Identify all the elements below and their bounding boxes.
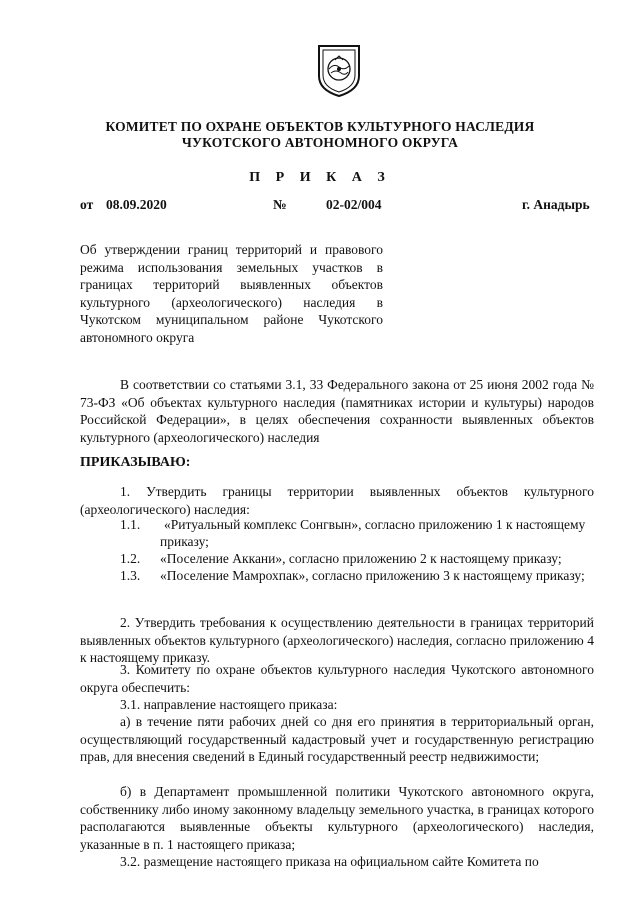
document-subject: Об утверждении границ территорий и правового режима использования земельных участков в границах территорий выявленных объектов культурного (археологического) наследия в Чукотском муниципальном районе Чукотского автономного округа [80,242,383,345]
subitem-1-1 [120,516,600,550]
order-heading: ПРИКАЗЫВАЮ: [80,455,191,470]
subitem-number: 1.2. [120,551,141,566]
item-1-paragraph: 1. Утвердить границы территории выявленных объектов культурного (археологического) наследия: [80,484,594,517]
organization-name-line1: КОМИТЕТ ПО ОХРАНЕ ОБЪЕКТОВ КУЛЬТУРНОГО НАСЛЕДИЯ [105,119,535,134]
subitem-text: «Поселение Аккани», согласно приложению 2 к настоящему приказу; [160,551,562,566]
subitem-1-2 [120,550,600,567]
number-sign: № [273,197,287,212]
item-2-paragraph: 2. Утвердить требования к осуществлению деятельности в границах территорий выявленных объектов культурного (археологического) наследия, согласно приложению 4 к настоящему приказу. [80,615,594,665]
subitem-1-3 [120,567,600,601]
document-type-title: П Р И К А З [249,170,391,185]
organization-name-line2: ЧУКОТСКОГО АВТОНОМНОГО ОКРУГА [181,135,459,150]
item-3-2-paragraph: 3.2. размещение настоящего приказа на официальном сайте Комитета по [120,854,539,869]
emblem-icon [315,42,363,98]
item-3-1-b-paragraph: б) в Департамент промышленной политики Чукотского автономного округа, собственнику либо иному законному владельцу земельного участка, в границах которого располагаются выявленные объекты культурного (археологического) наследия, указанные в п. 1 настоящего приказа; [80,784,594,852]
subitem-number: 1.1. [120,517,141,532]
document-number: 02-02/004 [326,197,382,212]
document-date: 08.09.2020 [106,197,167,212]
item-3-1-a-paragraph: а) в течение пяти рабочих дней со дня его принятия в территориальный орган, осуществляющий государственный кадастровый учет и государственную регистрацию прав, для внесения сведений в Единый государственный реестр недвижимости; [80,714,594,764]
subitem-text: «Поселение Мамрохпак», согласно приложению 3 к настоящему приказу; [160,568,585,583]
item-3-1-paragraph: 3.1. направление настоящего приказа: [120,697,338,712]
document-city: г. Анадырь [522,197,590,212]
date-prefix: от [80,197,94,212]
subitem-number: 1.3. [120,568,141,583]
subitem-text: «Ритуальный комплекс Сонгвын», согласно приложению 1 к настоящему приказу; [160,517,586,549]
preamble-paragraph: В соответствии со статьями 3.1, 33 Федерального закона от 25 июня 2002 года № 73-ФЗ «Об объектах культурного наследия (памятниках истории и культуры) народов Российской Федерации», в целях обеспечения сохранности выявленных объектов культурного (археологического) наследия [80,377,594,445]
item-3-paragraph: 3. Комитету по охране объектов культурного наследия Чукотского автономного округа обеспечить: [80,662,594,695]
